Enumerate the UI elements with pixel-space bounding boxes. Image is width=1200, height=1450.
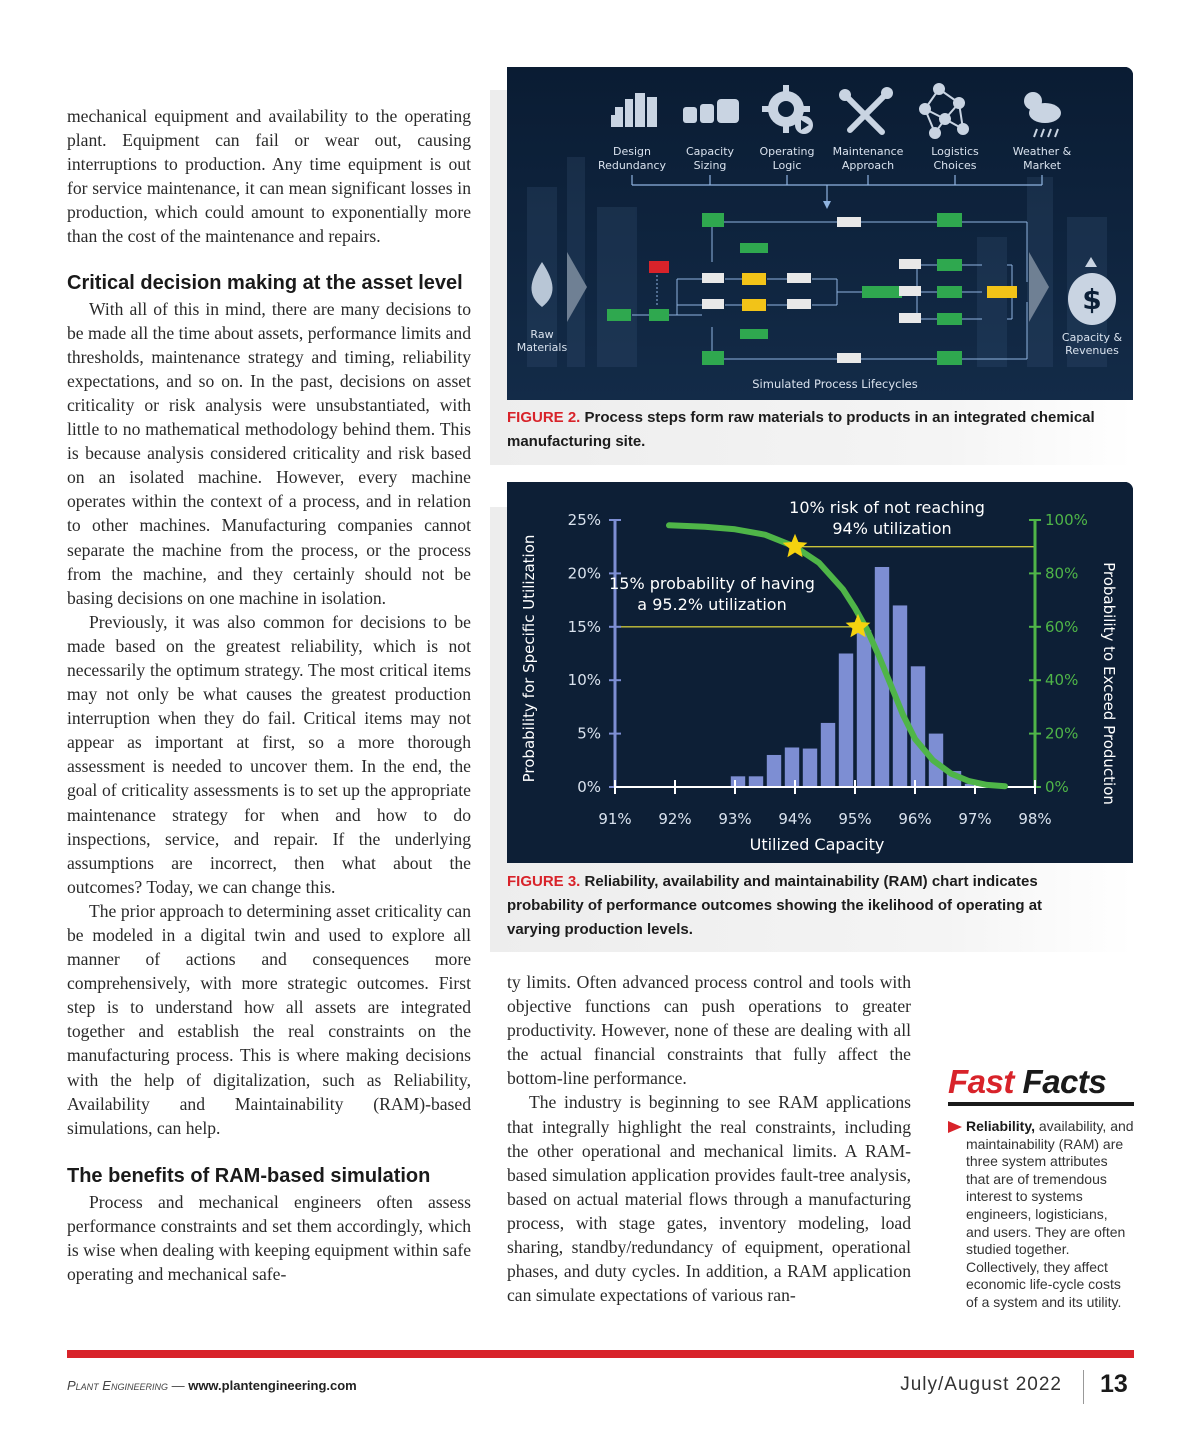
icon-label: Capacity xyxy=(685,145,735,158)
chart-bar xyxy=(785,747,799,787)
publication-name: Plant Engineering xyxy=(67,1378,168,1393)
chart-bar xyxy=(731,776,745,787)
x-tick-label: 97% xyxy=(958,810,992,828)
fast-facts-title xyxy=(948,1064,1134,1100)
footer-publication xyxy=(67,1378,357,1393)
chart-bar xyxy=(839,654,853,788)
paragraph: mechanical equipment and availability to the operating plant. Equipment can fail or wear out, causing interruptions to production. Any time equipment is out for service maintenance, it can mean significant losses in production, which could amount to exponentially more than the cost of the maintenance and repairs. xyxy=(67,106,471,247)
x-tick-label: 95% xyxy=(838,810,872,828)
right-tick-label: 60% xyxy=(1045,617,1079,636)
x-tick-label: 92% xyxy=(658,810,692,828)
chart-bar xyxy=(803,749,817,787)
figure-2-caption xyxy=(507,406,1097,454)
left-tick-label: 15% xyxy=(567,617,601,636)
ram-chart xyxy=(507,482,1133,863)
annotation-risk: 94% utilization xyxy=(832,519,952,538)
simulated-lifecycles-label: Simulated Process Lifecycles xyxy=(752,377,918,391)
paragraph: Process and mechanical engineers often assess performance constraints and set them accordingly, which is wise when dealing with keeping equipment within safe operating and mechanical safe- xyxy=(67,1191,471,1285)
x-tick-label: 96% xyxy=(898,810,932,828)
left-tick-label: 25% xyxy=(567,511,601,529)
fast-facts-box xyxy=(948,1064,1134,1312)
y2-axis-label: Probability to Exceed Production xyxy=(1100,562,1118,805)
y-axis-label: Probability for Specific Utilization xyxy=(520,534,538,783)
x-tick-label: 91% xyxy=(598,810,632,828)
paragraph: The prior approach to determining asset criticality can be modeled in a digital twin and used to explore all manner of actions and consequences more comprehensively, with more strategic outcomes. First step is to understand how all assets are integrated together and establish the real constraints on the manufacturing process. This is where making decisions with the help of digitalization, such as Reliability, Availability and Maintainability (RAM)-based simulations, can help. xyxy=(67,900,471,1138)
left-column xyxy=(67,104,471,1286)
fast-facts-title-a: Fast xyxy=(948,1063,1014,1100)
figure-2-image xyxy=(507,67,1133,400)
capacity-label: Revenues xyxy=(1065,344,1119,357)
fast-facts-title-b: Facts xyxy=(1022,1063,1107,1100)
chart-bar xyxy=(749,776,763,787)
middle-column xyxy=(507,970,911,1307)
chart-bar xyxy=(767,755,781,787)
right-tick-label: 40% xyxy=(1045,671,1079,690)
footer-divider xyxy=(1083,1370,1084,1404)
icon-label: Operating xyxy=(759,145,815,158)
footer-red-bar xyxy=(67,1350,1134,1358)
figure-3-caption-text: Reliability, availability and maintainability (RAM) chart indicates probability of performance outcomes showing the ikelihood of operating at varying production levels. xyxy=(507,873,1043,938)
fast-facts-bold: Reliability, xyxy=(966,1118,1035,1134)
x-axis-label: Utilized Capacity xyxy=(749,835,885,854)
paragraph: With all of this in mind, there are many decisions to be made all the time about assets, performance limits and thresholds, maintenance strategy and timing, reliability expectations, and so on. In the past, decisions on asset criticality or risk analysis were unsubstantiated, with little to no mathematical methodology behind them. This is because analysis considered criticality and risk based on an isolated machine. However, every machine operates within the context of a process, and in relation to other machines. Manufacturing companies cannot separate the machine from the process, or the process from the machine, and they certainly should not be basing decisions on one machine in isolation. xyxy=(67,298,471,608)
icon-label: Logic xyxy=(772,159,802,172)
right-tick-label: 20% xyxy=(1045,724,1079,743)
section-heading-critical: Critical decision making at the asset level xyxy=(67,271,463,294)
chart-bar xyxy=(821,723,835,787)
paragraph: The industry is beginning to see RAM applications that integrally highlight the real constraints, including the other operational and mechanical limits. A RAM-based simulation application provides fault-tree analysis, based on actual material flows through a manufacturing process, with stage gates, inventory modeling, load sharing, standby/redundancy of equipment, operational phases, and duty cycles. In addition, a RAM application can simulate expectations of various ran- xyxy=(507,1092,911,1306)
process-diagram xyxy=(507,67,1133,400)
figure-2-caption-text: Process steps form raw materials to products in an integrated chemical manufacturing site. xyxy=(507,409,1095,450)
right-tick-label: 80% xyxy=(1045,564,1079,583)
fast-facts-body xyxy=(948,1118,1134,1312)
icon-label: Approach xyxy=(841,159,895,172)
figure-2-label: FIGURE 2. xyxy=(507,409,581,426)
paragraph: ty limits. Often advanced process control and tools with objective functions can push operations to greater productivity. However, none of these are dealing with all the actual financial constraints that fully affect the bottom-line performance. xyxy=(507,972,911,1089)
icon-label: Logistics xyxy=(931,145,979,158)
figure-3-label: FIGURE 3. xyxy=(507,873,581,890)
icon-label: Redundancy xyxy=(597,159,667,172)
paragraph: Previously, it was also common for decisions to be made based on the greatest reliability, which is not necessarily the optimum strategy. The most critical items may not only be what causes the greatest production interruption when they do fail. Critical items may not appear as important at first, so a more thorough assessment is needed to uncover them. In the end, the goal of criticality assessments is to set up the appropriate maintenance strategy for when and how to do inspections, service, and repair. If the underlying assumptions are incorrect, then what about the outcomes? Today, we can change this. xyxy=(67,611,471,897)
fast-facts-text: availability, and maintainability (RAM) are three system attributes that are of tremendous interest to systems engineers, logisticians, and users. They are often studied together. Collectively, they affect economic life-cycle costs of a system and its utility. xyxy=(966,1118,1134,1310)
icon-label: Choices xyxy=(933,159,977,172)
x-tick-label: 93% xyxy=(718,810,752,828)
raw-label: Raw xyxy=(530,328,554,341)
svg-text:$: $ xyxy=(1082,283,1102,316)
right-tick-label: 100% xyxy=(1045,511,1088,529)
x-tick-label: 98% xyxy=(1018,810,1052,828)
section-heading-benefits: The benefits of RAM-based simulation xyxy=(67,1164,431,1187)
left-tick-label: 0% xyxy=(577,778,601,796)
icon-label: Weather & xyxy=(1012,145,1072,158)
icon-label: Design xyxy=(613,145,651,158)
publication-url[interactable]: www.plantengineering.com xyxy=(188,1378,357,1393)
footer-dash: — xyxy=(167,1378,189,1393)
issue-date: July/August 2022 xyxy=(900,1374,1062,1395)
chart-bar xyxy=(911,666,925,787)
left-tick-label: 5% xyxy=(577,724,601,743)
left-tick-label: 20% xyxy=(567,564,601,583)
chart-bar xyxy=(857,630,871,787)
right-tick-label: 0% xyxy=(1045,778,1069,796)
x-tick-label: 94% xyxy=(778,810,812,828)
annotation-probability: 15% probability of having xyxy=(609,574,815,593)
figure-3-chart xyxy=(507,482,1133,863)
arrow-bullet-icon xyxy=(948,1121,962,1133)
capacity-label: Capacity & xyxy=(1061,331,1123,344)
fast-facts-rule xyxy=(948,1102,1134,1106)
annotation-probability: a 95.2% utilization xyxy=(637,595,787,614)
left-tick-label: 10% xyxy=(567,671,601,690)
page-number: 13 xyxy=(1100,1370,1128,1398)
icon-label: Sizing xyxy=(693,159,727,172)
icon-label: Market xyxy=(1023,159,1061,172)
raw-label: Materials xyxy=(516,341,568,354)
figure-3-caption xyxy=(507,870,1097,942)
annotation-risk: 10% risk of not reaching xyxy=(789,498,985,517)
icon-label: Maintenance xyxy=(832,145,904,158)
